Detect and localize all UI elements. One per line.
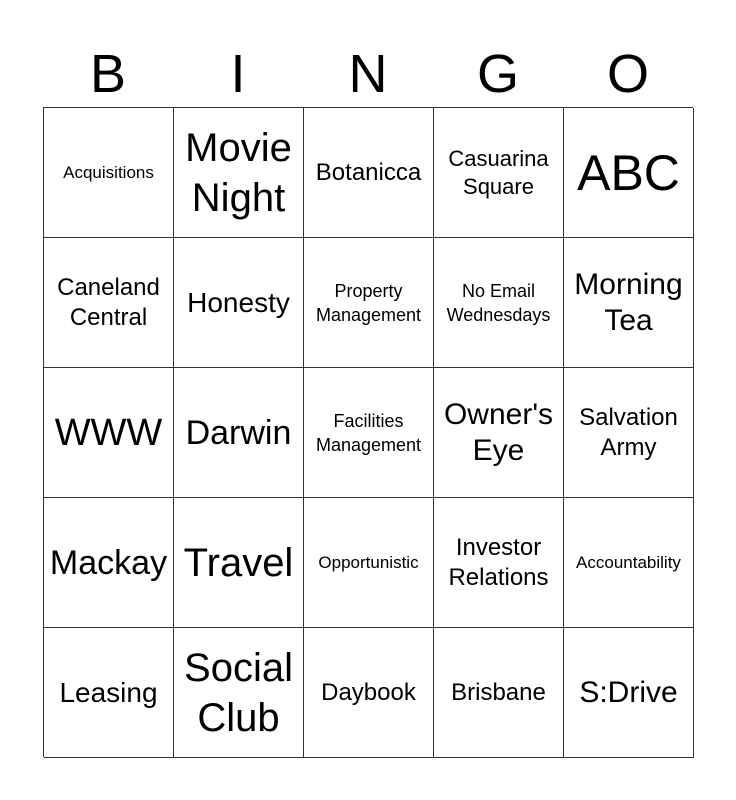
bingo-cell xyxy=(434,498,564,628)
cell-text: Opportunistic xyxy=(318,552,419,572)
bingo-grid xyxy=(43,107,693,757)
bingo-cell xyxy=(44,368,174,498)
cell-text: Property Management xyxy=(315,280,422,325)
cell-text: Owner's Eye xyxy=(443,397,554,467)
cell-text: Brisbane xyxy=(451,678,546,706)
cell-text: Morning Tea xyxy=(574,267,683,337)
header-letter-b: B xyxy=(89,44,127,104)
bingo-cell xyxy=(434,368,564,498)
cell-text: Salvation Army xyxy=(579,403,678,461)
cell-text: Leasing xyxy=(59,676,158,708)
cell-text: Daybook xyxy=(321,678,416,706)
bingo-cell xyxy=(44,498,174,628)
bingo-cell xyxy=(564,238,694,368)
bingo-cell xyxy=(434,108,564,238)
bingo-cell xyxy=(564,498,694,628)
cell-text: Mackay xyxy=(49,543,168,582)
bingo-cell xyxy=(44,628,174,758)
bingo-cell xyxy=(44,238,174,368)
cell-text: Acquisitions xyxy=(63,162,154,182)
cell-text: Investor Relations xyxy=(448,533,549,591)
cell-text: Caneland Central xyxy=(57,273,160,331)
header-letter-g: G xyxy=(476,44,519,104)
bingo-cell xyxy=(304,628,434,758)
cell-text: Botanicca xyxy=(315,158,422,186)
cell-text: Facilities Management xyxy=(315,410,422,455)
bingo-cell xyxy=(174,368,304,498)
bingo-cell xyxy=(304,368,434,498)
cell-text: Social Club xyxy=(184,645,293,740)
bingo-cell xyxy=(564,108,694,238)
cell-text: Casuarina Square xyxy=(448,145,549,199)
cell-text: S:Drive xyxy=(579,675,678,709)
bingo-cell xyxy=(174,238,304,368)
cell-text: Movie Night xyxy=(185,125,292,220)
header-letter-n: N xyxy=(348,44,388,104)
header-letter-i: I xyxy=(230,44,246,104)
bingo-cell xyxy=(304,238,434,368)
cell-text: Accountability xyxy=(576,552,681,572)
bingo-cell xyxy=(304,108,434,238)
bingo-cell xyxy=(174,628,304,758)
cell-text: WWW xyxy=(54,411,163,454)
header-letter-o: O xyxy=(606,44,649,104)
cell-text: No Email Wednesdays xyxy=(446,280,551,325)
bingo-cell xyxy=(564,368,694,498)
bingo-cell xyxy=(44,108,174,238)
bingo-cell xyxy=(434,628,564,758)
cell-text: Honesty xyxy=(187,286,290,318)
bingo-cell xyxy=(434,238,564,368)
cell-text: Darwin xyxy=(185,413,292,452)
bingo-cell xyxy=(174,108,304,238)
bingo-cell xyxy=(304,498,434,628)
cell-text: Travel xyxy=(183,540,294,585)
bingo-cell xyxy=(564,628,694,758)
bingo-header xyxy=(43,40,693,108)
cell-text: ABC xyxy=(577,144,680,201)
bingo-cell xyxy=(174,498,304,628)
